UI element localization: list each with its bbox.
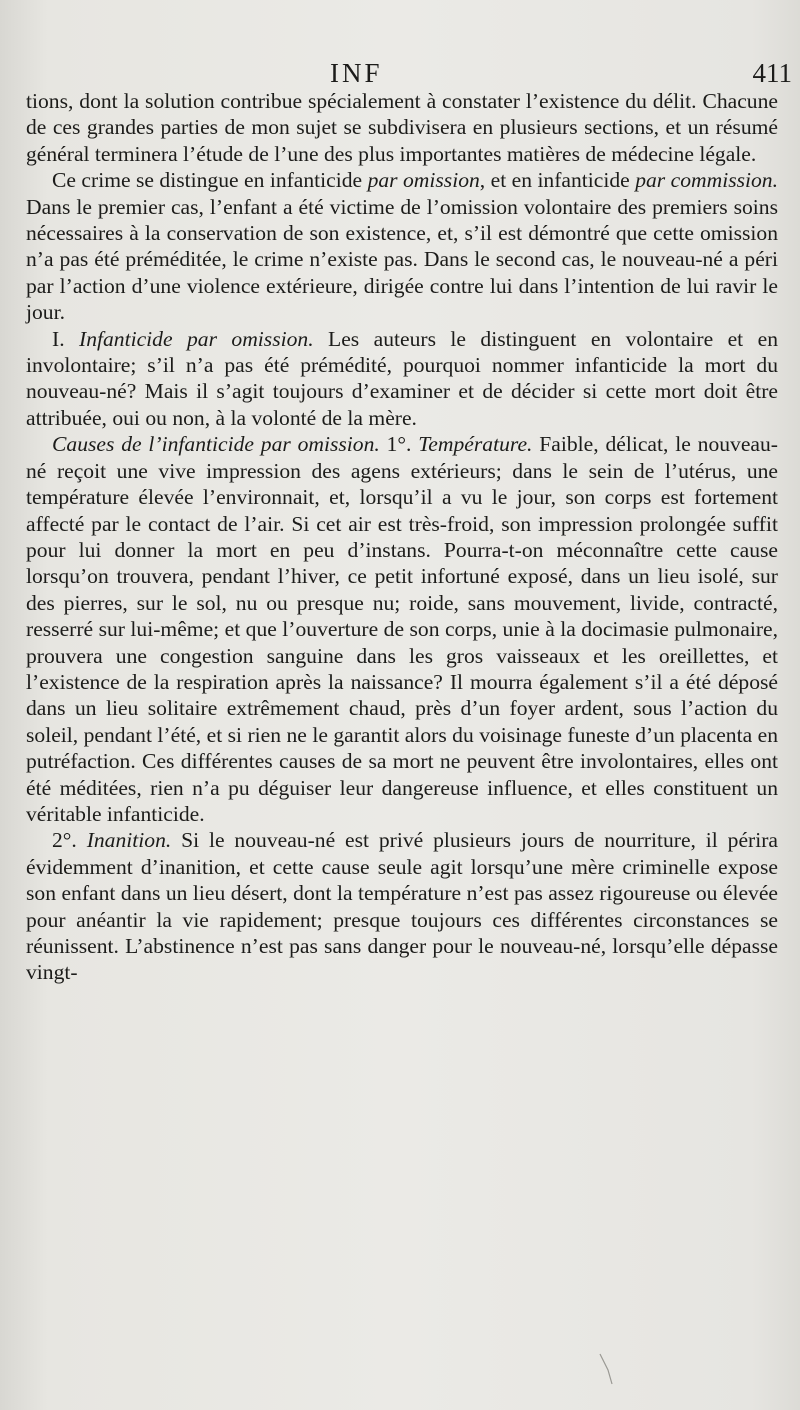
item-heading: Température. <box>418 432 533 457</box>
section-heading: Causes de l’infanticide par omission. <box>52 432 380 457</box>
paragraph-temperature <box>26 431 778 827</box>
item-number: 1°. <box>379 432 419 457</box>
running-head: INF <box>330 58 383 88</box>
italic-term: par omission <box>367 168 480 193</box>
paragraph-inanition <box>26 827 778 985</box>
paragraph-crime-distinction <box>26 167 778 325</box>
paragraph-infanticide-omission <box>26 326 778 432</box>
text-run: Dans le premier cas, l’enfant a été victime de l’omission volontaire des premiers soins nécessaires à la conservation de son existence, et, s’il est démontré que cette omission n’a pas été préméditée, le crime n’existe pas. Dans le second cas, le nouveau-né a péri par l’action d’une violence extérieure, dirigée contre lui dans l’intention de lui ravir le jour. <box>26 194 778 325</box>
section-heading: Infanticide par omission. <box>79 326 314 351</box>
body-text <box>26 88 778 986</box>
item-number: 2°. <box>52 828 87 853</box>
paragraph-text: tions, dont la solution contribue spécialement à constater l’existence du délit. Chacune de ces grandes parties de mon sujet se subdivisera en plusieurs sections, et un résumé général terminera l’étude de l’une des plus importantes matières de médecine légale. <box>26 89 778 166</box>
text-run: , et en infanticide <box>479 168 636 193</box>
item-heading: Inanition. <box>86 828 172 853</box>
text-run: Faible, délicat, le nouveau-né reçoit une vive impression des agens extérieurs; dans le sein de l’utérus, une température élevée l’environnait, et, lorsqu’il a vu le jour, son corps est fortement affecté par le contact de l’air. Si cet air est très-froid, son impression prolongée suffit pour lui donner la mort en peu d’instans. Pourra-t-on méconnaître cette cause lorsqu’on trouvera, pendant l’hiver, ce petit infortuné exposé, dans un lieu isolé, sur des pierres, sur le sol, nu ou presque nu; roide, sans mouvement, livide, contracté, resserré sur lui-même; et que l’ouverture de son corps, unie à la docimasie pulmonaire, prouvera une congestion sanguine dans les gros vaisseaux et les oreillettes, et l’existence de la respiration après la naissance? Il mourra également s’il a été déposé dans un lieu solitaire extrêmement chaud, près d’un foyer ardent, sous l’action du soleil, pendant l’été, et si rien ne le garantit alors du voisinage funeste d’un placenta en putréfaction. Ces différentes causes de sa mort ne peuvent être involontaires, elles ont été méditées, rien n’a pu déguiser leur dangereuse influence, et elles constituent un véritable infanticide. <box>26 432 778 826</box>
italic-term: par commission. <box>635 168 778 193</box>
paper-speck-mark <box>596 1352 618 1386</box>
text-run: Si le nouveau-né est privé plusieurs jours de nourriture, il périra évidemment d’inanition, et cette cause seule agit lorsqu’une mère criminelle expose son enfant dans un lieu désert, dont la température n’est pas assez rigoureuse ou élevée pour anéantir la vie rapidement; presque toujours ces différentes circonstances se réunissent. L’abstinence n’est pas sans danger pour le nouveau-né, lorsqu’elle dépasse vingt- <box>26 828 778 985</box>
section-number: I. <box>52 326 80 351</box>
text-run: Ce crime se distingue en infanticide <box>52 168 368 193</box>
text-run: Les auteurs le distinguent en volontaire et en involontaire; s’il n’a pas été prémédité, pourquoi nommer infanticide la mort du nouveau-né? Mais il s’agit toujours d’examiner et de décider si cette mort doit être attribuée, oui ou non, à la volonté de la mère. <box>26 326 778 430</box>
page-number: 411 <box>752 58 792 88</box>
paragraph-continuation <box>26 88 778 167</box>
